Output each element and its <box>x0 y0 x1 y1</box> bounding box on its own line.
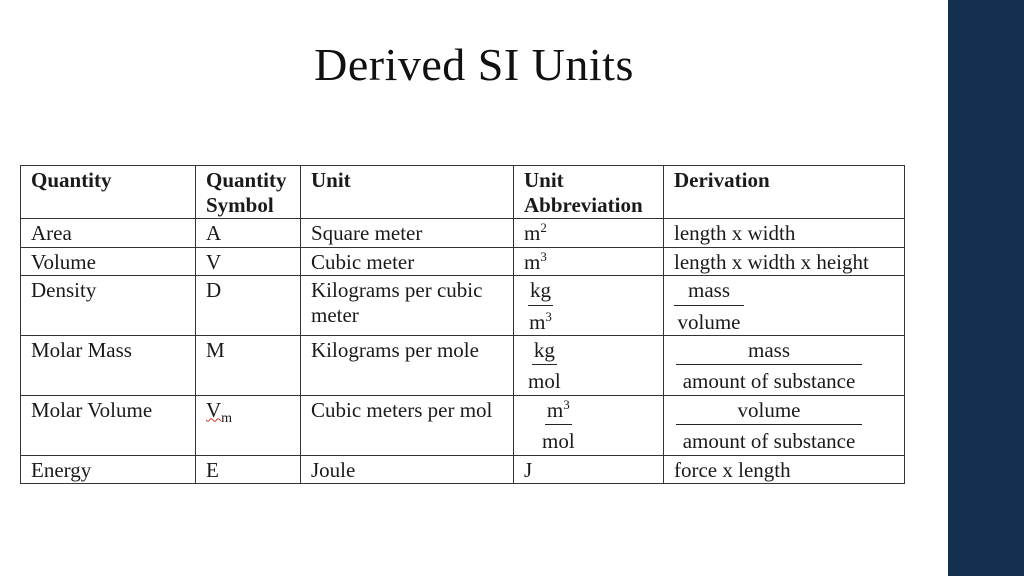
abbr-den-base: m <box>529 309 546 334</box>
header-quantity-symbol: Quantity Symbol <box>196 166 301 219</box>
derivation-numerator: mass <box>676 338 862 365</box>
cell-abbreviation <box>514 247 664 275</box>
header-quantity: Quantity <box>21 166 196 219</box>
header-unit: Unit <box>301 166 514 219</box>
table-header-row <box>21 166 905 219</box>
cell-derivation: force x length <box>664 455 905 483</box>
table-row <box>21 455 905 483</box>
abbr-fraction <box>528 278 553 335</box>
abbr-numerator <box>545 398 572 425</box>
cell-symbol: A <box>196 219 301 247</box>
derivation-fraction <box>674 278 744 335</box>
table-row <box>21 247 905 275</box>
cell-derivation <box>664 336 905 395</box>
symbol-with-subscript <box>206 397 233 426</box>
cell-quantity: Energy <box>21 455 196 483</box>
abbr-num-base: m <box>546 397 564 422</box>
symbol-subscript: m <box>221 410 233 426</box>
table-row <box>21 336 905 395</box>
cell-abbreviation <box>514 336 664 395</box>
cell-quantity: Volume <box>21 247 196 275</box>
cell-symbol: D <box>196 275 301 335</box>
derived-units-table <box>20 165 905 484</box>
cell-quantity: Area <box>21 219 196 247</box>
cell-unit: Cubic meter <box>301 247 514 275</box>
abbr-base: m <box>524 249 541 274</box>
table-row <box>21 275 905 335</box>
cell-symbol: V <box>196 247 301 275</box>
side-accent-bar <box>948 0 1024 576</box>
cell-unit: Square meter <box>301 219 514 247</box>
table-row <box>21 219 905 247</box>
table-row <box>21 395 905 455</box>
derivation-fraction <box>678 398 860 454</box>
cell-unit: Joule <box>301 455 514 483</box>
abbr-numerator: kg <box>532 338 557 365</box>
cell-quantity: Molar Mass <box>21 336 196 395</box>
cell-unit: Cubic meters per mol <box>301 395 514 455</box>
abbr-denominator: mol <box>542 428 575 453</box>
header-unit-abbreviation: Unit Abbreviation <box>514 166 664 219</box>
cell-symbol: M <box>196 336 301 395</box>
cell-derivation <box>664 395 905 455</box>
symbol-base: V <box>206 397 222 422</box>
abbr-fraction <box>542 398 575 454</box>
abbr-exponent: 3 <box>540 248 547 264</box>
slide-title: Derived SI Units <box>314 39 634 90</box>
abbr-base: m <box>524 221 541 246</box>
abbr-denominator <box>529 306 552 335</box>
abbr-fraction <box>528 338 561 394</box>
cell-quantity: Density <box>21 275 196 335</box>
derivation-numerator: volume <box>676 398 862 425</box>
cell-symbol: E <box>196 455 301 483</box>
abbr-num-exponent: 3 <box>563 396 570 412</box>
abbr-exponent: 2 <box>540 220 547 236</box>
cell-abbreviation: J <box>514 455 664 483</box>
cell-quantity: Molar Volume <box>21 395 196 455</box>
derivation-fraction <box>678 338 860 394</box>
cell-abbreviation <box>514 395 664 455</box>
derivation-denominator: volume <box>677 309 741 334</box>
cell-derivation: length x width <box>664 219 905 247</box>
abbr-numerator: kg <box>528 278 553 306</box>
derivation-denominator: amount of substance <box>682 428 856 453</box>
cell-derivation <box>664 275 905 335</box>
abbr-denominator: mol <box>528 369 561 394</box>
derivation-numerator: mass <box>674 278 744 306</box>
cell-abbreviation <box>514 275 664 335</box>
header-derivation: Derivation <box>664 166 905 219</box>
derivation-denominator: amount of substance <box>682 369 856 394</box>
cell-unit: Kilograms per mole <box>301 336 514 395</box>
cell-unit: Kilograms per cubic meter <box>301 275 514 335</box>
cell-derivation: length x width x height <box>664 247 905 275</box>
cell-abbreviation <box>514 219 664 247</box>
cell-symbol <box>196 395 301 455</box>
abbr-den-exponent: 3 <box>545 308 552 324</box>
